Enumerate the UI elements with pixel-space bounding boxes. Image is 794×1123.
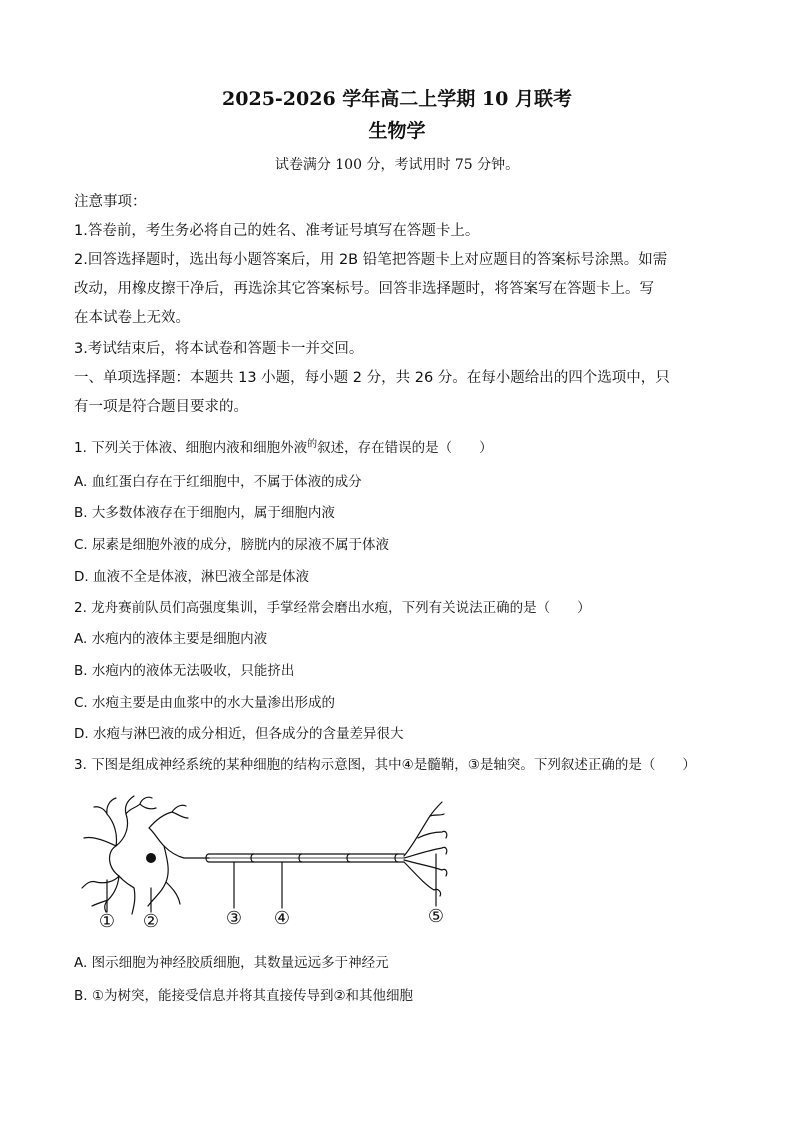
q1-option-c: C. 尿素是细胞外液的成分，膀胱内的尿液不属于体液 [74, 537, 390, 553]
section-1-instruction-line-1: 一、单项选择题：本题共 13 小题，每小题 2 分，共 26 分。在每小题给出的四个选项中，只 [74, 370, 670, 386]
subject-title: 生物学 [368, 120, 426, 142]
label-1: ① [98, 911, 116, 932]
q1-option-d: D. 血液不全是体液，淋巴液全部是体液 [74, 569, 309, 585]
label-3: ③ [225, 908, 243, 929]
notice-item-2-line-2: 改动，用橡皮擦干净后，再选涂其它答案标号。回答非选择题时，将答案写在答题卡上。写 [74, 281, 654, 297]
q2-option-a: A. 水疱内的液体主要是细胞内液 [74, 631, 268, 647]
label-5: ⑤ [427, 906, 445, 927]
q2-option-b: B. 水疱内的液体无法吸收，只能挤出 [74, 663, 295, 679]
notice-item-2-line-1: 2.回答选择题时，选出每小题答案后，用 2B 铅笔把答题卡上对应题目的答案标号涂黑。如需 [74, 252, 668, 268]
q2-stem: 2. 龙舟赛前队员们高强度集训，手掌经常会磨出水疱，下列有关说法正确的是（ ） [74, 600, 591, 616]
notice-heading: 注意事项： [74, 194, 147, 210]
q3-stem: 3. 下图是组成神经系统的某种细胞的结构示意图，其中④是髓鞘，③是轴突。下列叙述正确的是（ ） [74, 757, 696, 773]
q2-option-d: D. 水疱与淋巴液的成分相近，但各成分的含量差异很大 [74, 726, 404, 742]
score-line: 试卷满分 100 分，考试用时 75 分钟。 [274, 157, 520, 173]
neuron-diagram [74, 788, 454, 933]
q1-option-b: B. 大多数体液存在于细胞内，属于细胞内液 [74, 505, 335, 521]
q3-option-a: A. 图示细胞为神经胶质细胞，其数量远远多于神经元 [74, 955, 389, 971]
nucleus [146, 853, 156, 863]
q3-option-b: B. ①为树突，能接受信息并将其直接传导到②和其他细胞 [74, 988, 414, 1004]
q1-stem: 1. 下列关于体液、细胞内液和细胞外液$^的$叙述，存在错误的是（ ） [74, 439, 493, 456]
section-1-instruction-line-2: 有一项是符合题目要求的。 [74, 399, 248, 415]
notice-item-3: 3.考试结束后，将本试卷和答题卡一并交回。 [74, 341, 364, 357]
label-4: ④ [273, 908, 291, 929]
notice-item-1: 1.答卷前，考生务必将自己的姓名、准考证号填写在答题卡上。 [74, 223, 480, 239]
q2-option-c: C. 水疱主要是由血浆中的水大量渗出形成的 [74, 695, 336, 711]
exam-title: 2025-2026 学年高二上学期 10 月联考 [222, 88, 572, 110]
label-2: ② [142, 911, 160, 932]
q1-option-a: A. 血红蛋白存在于红细胞中，不属于体液的成分 [74, 474, 362, 490]
notice-item-2-line-3: 在本试卷上无效。 [74, 310, 190, 326]
